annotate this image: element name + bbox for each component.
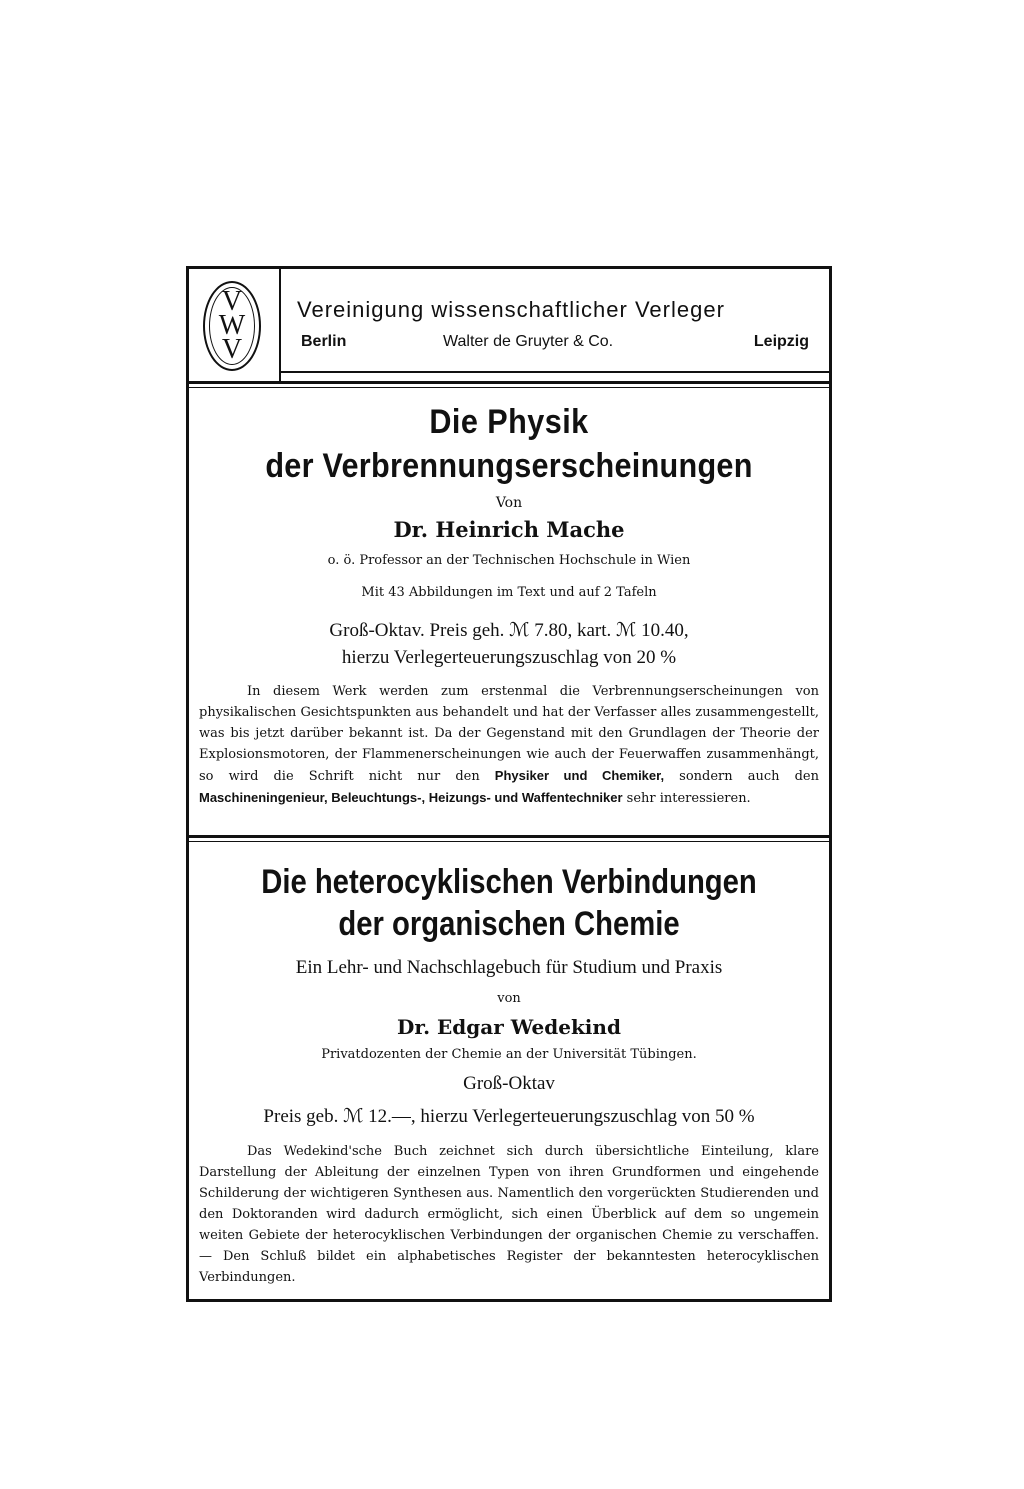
book1-price-line1: Groß-Oktav. Preis geh. ℳ 7.80, kart. ℳ 10.40, bbox=[329, 620, 689, 641]
divider bbox=[189, 381, 829, 384]
book2-format: Groß-Oktav bbox=[463, 1073, 555, 1094]
divider bbox=[189, 835, 829, 838]
book1-description: In diesem Werk werden zum erstenmal die Verbrennungserscheinungen von physikalischen Gesichtspunkten aus behandelt und hat der Verfasser alles zusammengestellt, was bis jetzt darüber bekannt ist. Da der Gegenstand mit den Grundlagen der Theorie der Explosionsmotoren, der Flammenerscheinungen wie auch der Feuerwaffen zusammenhängt, so wird die Schrift nicht nur den Physiker und Chemiker, sondern auch den Maschineningenieur, Beleuchtungs-, Heizungs- und Waffentechniker sehr interessieren. bbox=[199, 684, 819, 806]
book2-price: Preis geb. ℳ 12.—, hierzu Verlegerteuerungszuschlag von 50 % bbox=[263, 1106, 755, 1127]
book2-affiliation: Privatdozenten der Chemie an der Universität Tübingen. bbox=[321, 1047, 697, 1062]
book2-subtitle: Ein Lehr- und Nachschlagebuch für Studium und Praxis bbox=[295, 957, 723, 978]
book1-author: Dr. Heinrich Mache bbox=[393, 517, 625, 542]
advertisement-frame bbox=[186, 266, 832, 1302]
book1-title-line2: der Verbrennungserscheinungen bbox=[265, 447, 753, 485]
book2-description: Das Wedekind'sche Buch zeichnet sich durch übersichtliche Einteilung, klare Darstellung der Ableitung der einzelnen Typen von ihren Grundformen und eingehende Schilderung der wichtigeren Synthesen aus. Namentlich den vorgerückten Studierenden und den Doktoranden wird dadurch ermöglicht, sich einen Überblick auf dem so ungemein weiten Gebiete der heterocyklischen Verbindungen der organischen Chemie zu verschaffen. — Den Schluß bildet ein alphabetisches Register der bekanntesten heterocyklischen Verbindungen. bbox=[199, 1144, 819, 1285]
book1-price-line2: hierzu Verlegerteuerungszuschlag von 20 % bbox=[341, 647, 677, 668]
publisher-name: Vereinigung wissenschaftlicher Verleger bbox=[297, 297, 725, 322]
book1-von: Von bbox=[495, 495, 523, 511]
divider bbox=[189, 387, 829, 388]
book1-affiliation: o. ö. Professor an der Technischen Hochschule in Wien bbox=[327, 553, 691, 568]
firm-name: Walter de Gruyter & Co. bbox=[443, 333, 614, 350]
audience-highlight: Physiker und Chemiker, bbox=[494, 768, 665, 783]
vwv-logo-icon: V W V bbox=[203, 281, 261, 371]
book2-von: von bbox=[497, 991, 521, 1006]
book2-title-line2: der organischen Chemie bbox=[338, 905, 680, 943]
book1-illustrations: Mit 43 Abbildungen im Text und auf 2 Tafeln bbox=[361, 585, 657, 600]
book2-author: Dr. Edgar Wedekind bbox=[397, 1015, 621, 1039]
audience-highlight: Maschineningenieur, Beleuchtungs-, Heizungs- und Waffentechniker bbox=[199, 790, 623, 805]
publisher-header bbox=[189, 269, 829, 381]
logo-box bbox=[189, 269, 281, 381]
book2-title-line1: Die heterocyklischen Verbindungen bbox=[261, 863, 757, 901]
city-left: Berlin bbox=[301, 333, 347, 350]
book1-title-line1: Die Physik bbox=[429, 403, 589, 441]
city-right: Leipzig bbox=[753, 333, 809, 350]
divider bbox=[189, 841, 829, 842]
header-rule bbox=[281, 371, 829, 373]
